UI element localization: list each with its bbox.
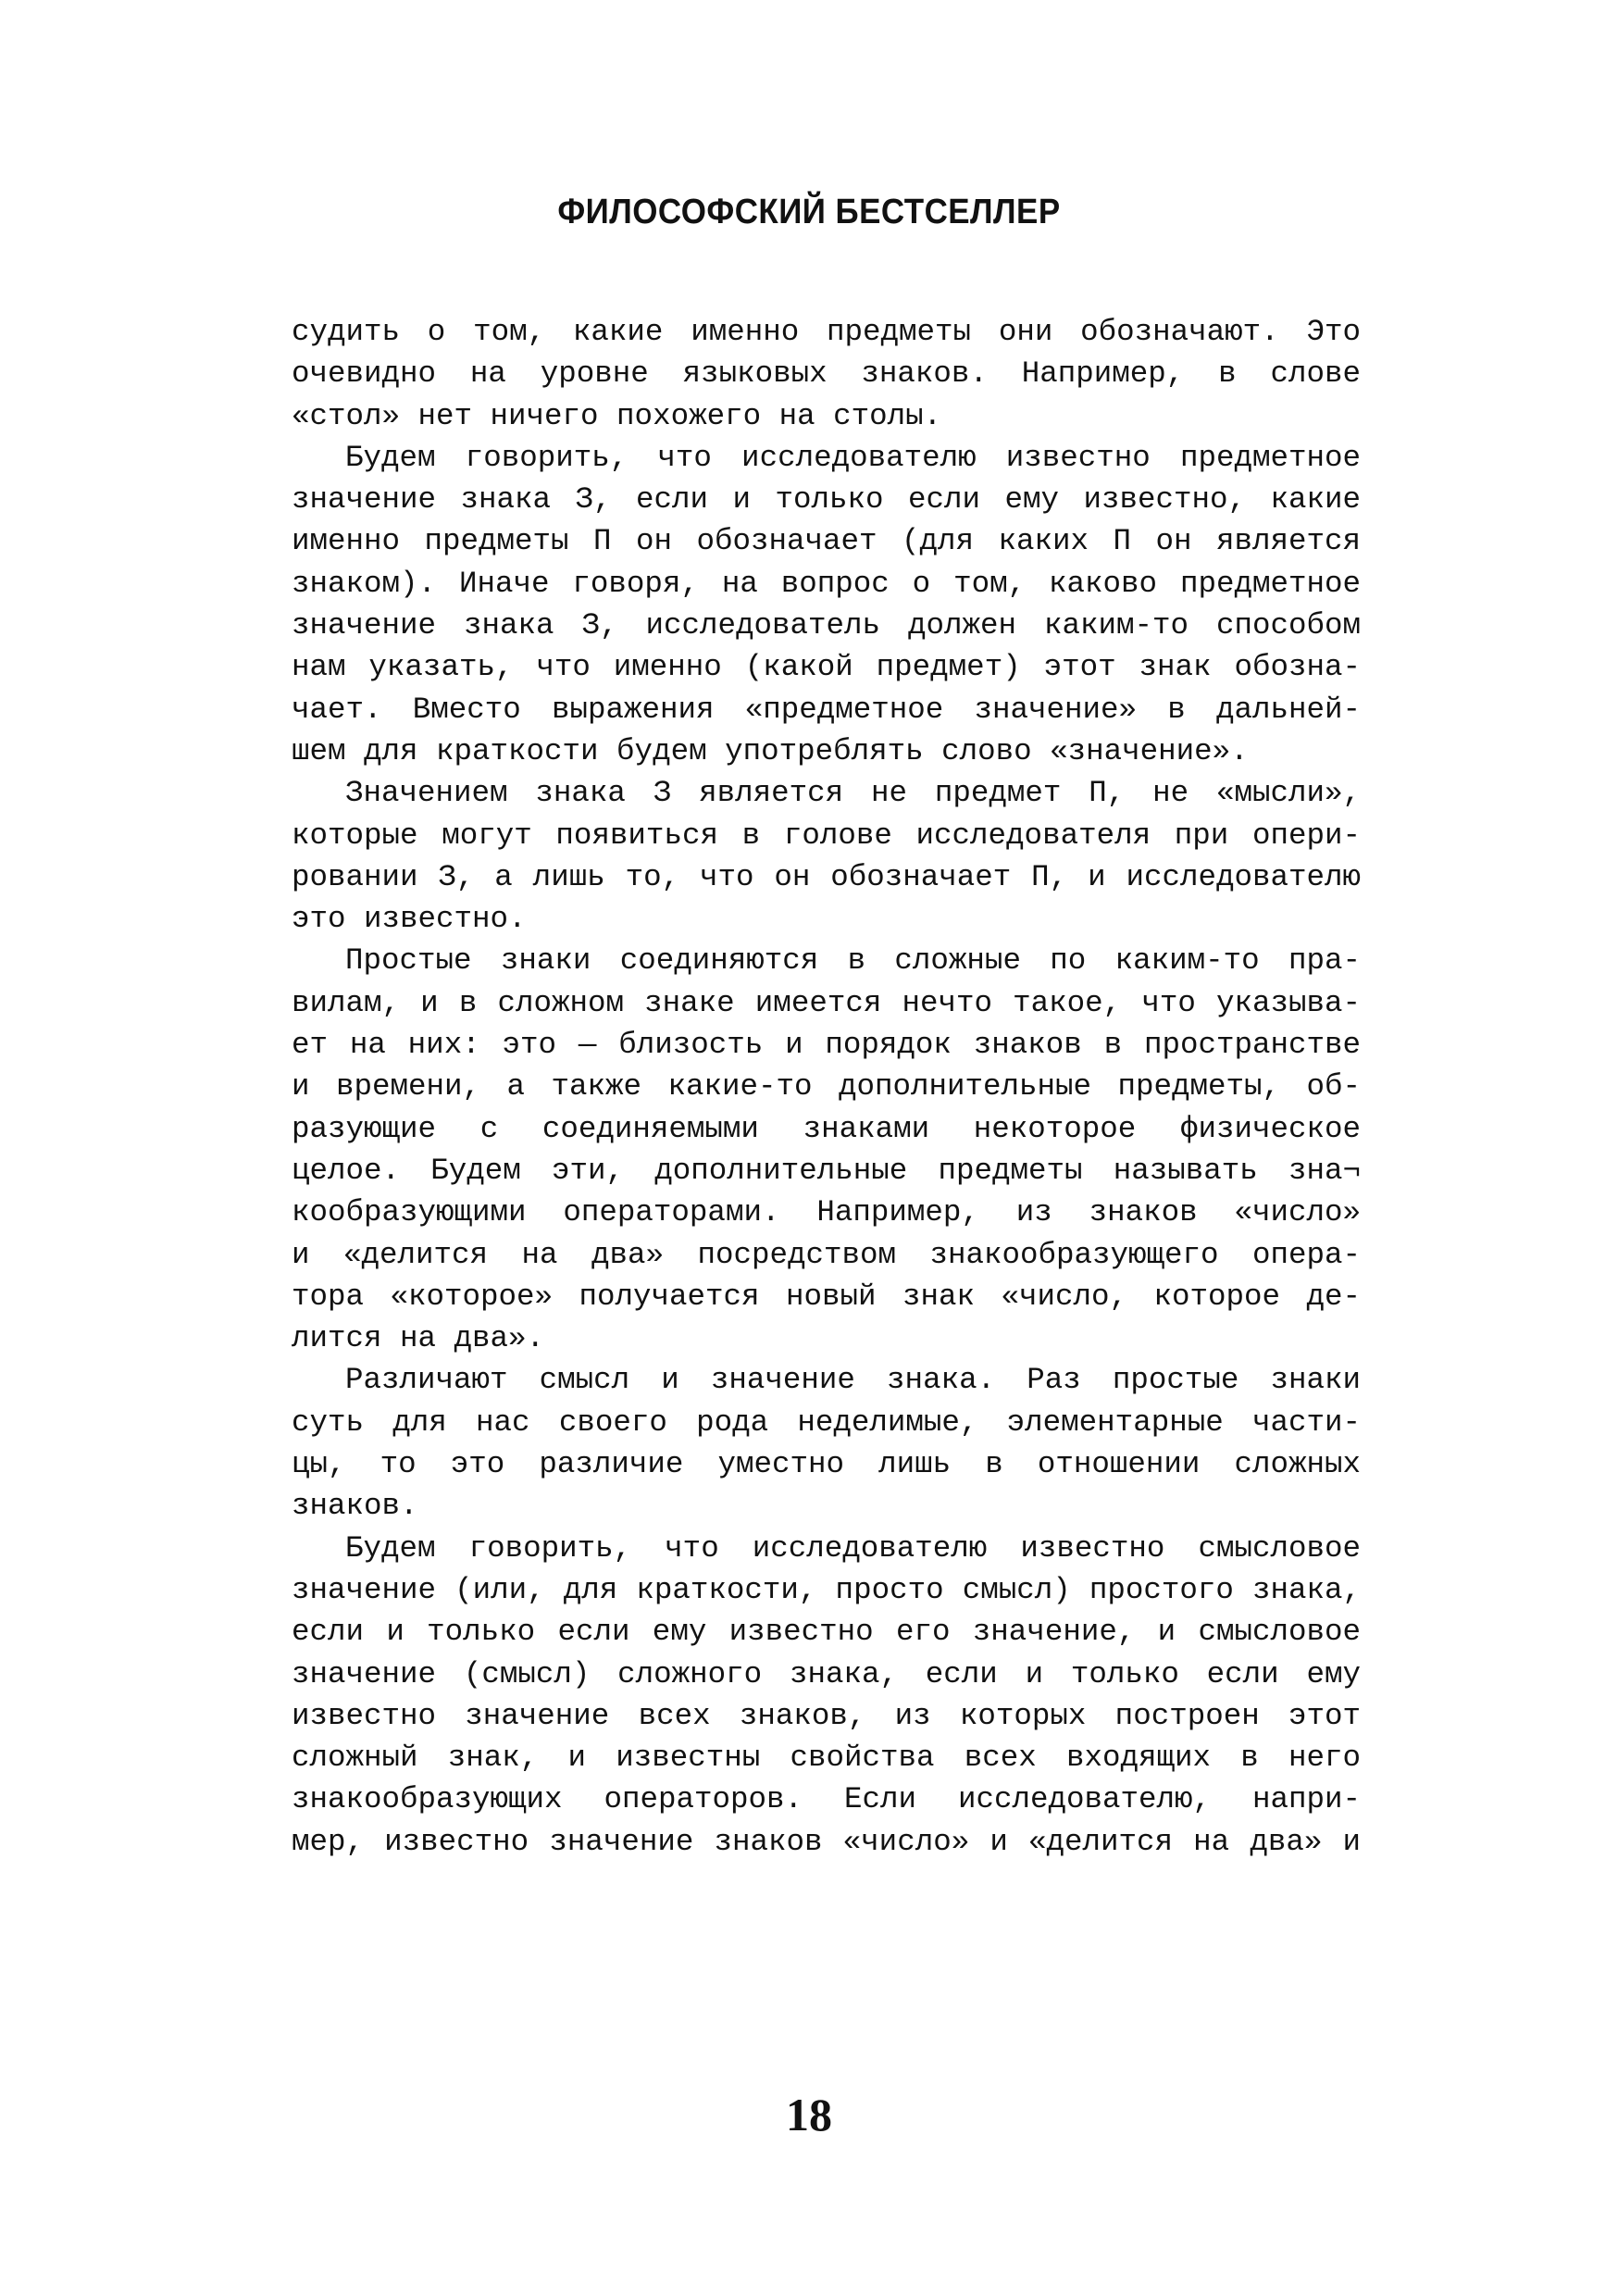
text-line: нам указать, что именно (какой предмет) этот знак обозна- [292,650,1361,685]
text-line: Значением знака З является не предмет П, не «мысли», [345,776,1361,811]
text-line: и «делится на два» посредством знакообразующего опера- [292,1237,1361,1272]
page-number: 18 [786,2089,832,2140]
text-line: ровании З, а лишь то, что он обозначает П, и исследователю [292,859,1361,894]
text-line: значение (смысл) сложного знака, если и только если ему [292,1656,1361,1691]
text-line: значение (или, для краткости, просто смысл) простого знака, [292,1572,1361,1607]
text-line: значение знака З, исследователь должен каким-то способом [292,608,1361,643]
text-line: чает. Вместо выражения «предметное значение» в дальней- [292,692,1361,727]
text-line: Различают смысл и значение знака. Раз простые знаки [345,1363,1361,1398]
text-line: целое. Будем эти, дополнительные предметы называть зна¬ [292,1153,1361,1188]
text-line: тора «которое» получается новый знак «число, которое де- [292,1279,1361,1314]
text-line: ет на них: это — близость и порядок знаков в пространстве [292,1028,1361,1063]
text-line: это известно. [292,902,527,937]
text-line: очевидно на уровне языковых знаков. Например, в слове [292,356,1361,392]
text-line: шем для краткости будем употреблять слово «значение». [292,733,1249,768]
running-head-title: ФИЛОСОФСКИЙ БЕСТСЕЛЛЕР [557,193,1061,231]
text-line: мер, известно значение знаков «число» и «делится на два» и [292,1824,1361,1859]
text-line: сложный знак, и известны свойства всех входящих в него [292,1741,1361,1776]
text-line: Простые знаки соединяются в сложные по каким-то пра- [345,943,1361,979]
text-line: лится на два». [292,1321,545,1356]
text-line: знаком). Иначе говоря, на вопрос о том, каково предметное [292,566,1361,601]
text-line: и времени, а также какие-то дополнительные предметы, об- [292,1069,1361,1104]
text-line: известно значение всех знаков, из которых построен этот [292,1698,1361,1733]
text-line: вилам, и в сложном знаке имеется нечто такое, что указыва- [292,985,1361,1020]
text-line: суть для нас своего рода неделимые, элементарные части- [292,1404,1361,1440]
text-line: разующие с соединяемыми знаками некоторое физическое [292,1111,1361,1146]
text-line: именно предметы П он обозначает (для каких П он является [292,524,1361,559]
text-line: «стол» нет ничего похожего на столы. [292,398,942,433]
text-line: которые могут появиться в голове исследователя при опери- [292,817,1361,853]
text-line: если и только если ему известно его значение, и смысловое [292,1615,1361,1650]
text-line: судить о том, какие именно предметы они обозначают. Это [292,315,1361,349]
text-line: цы, то это различие уместно лишь в отношении сложных [292,1447,1361,1482]
text-line: Будем говорить, что исследователю известно смысловое [345,1530,1361,1566]
text-line: значение знака З, если и только если ему известно, какие [292,482,1361,518]
text-line: Будем говорить, что исследователю известно предметное [345,440,1361,475]
text-line: знаков. [292,1489,418,1524]
text-line: кообразующими операторами. Например, из знаков «число» [292,1195,1361,1230]
text-line: знакообразующих операторов. Если исследователю, напри- [292,1782,1361,1817]
body-text [292,311,1361,1863]
